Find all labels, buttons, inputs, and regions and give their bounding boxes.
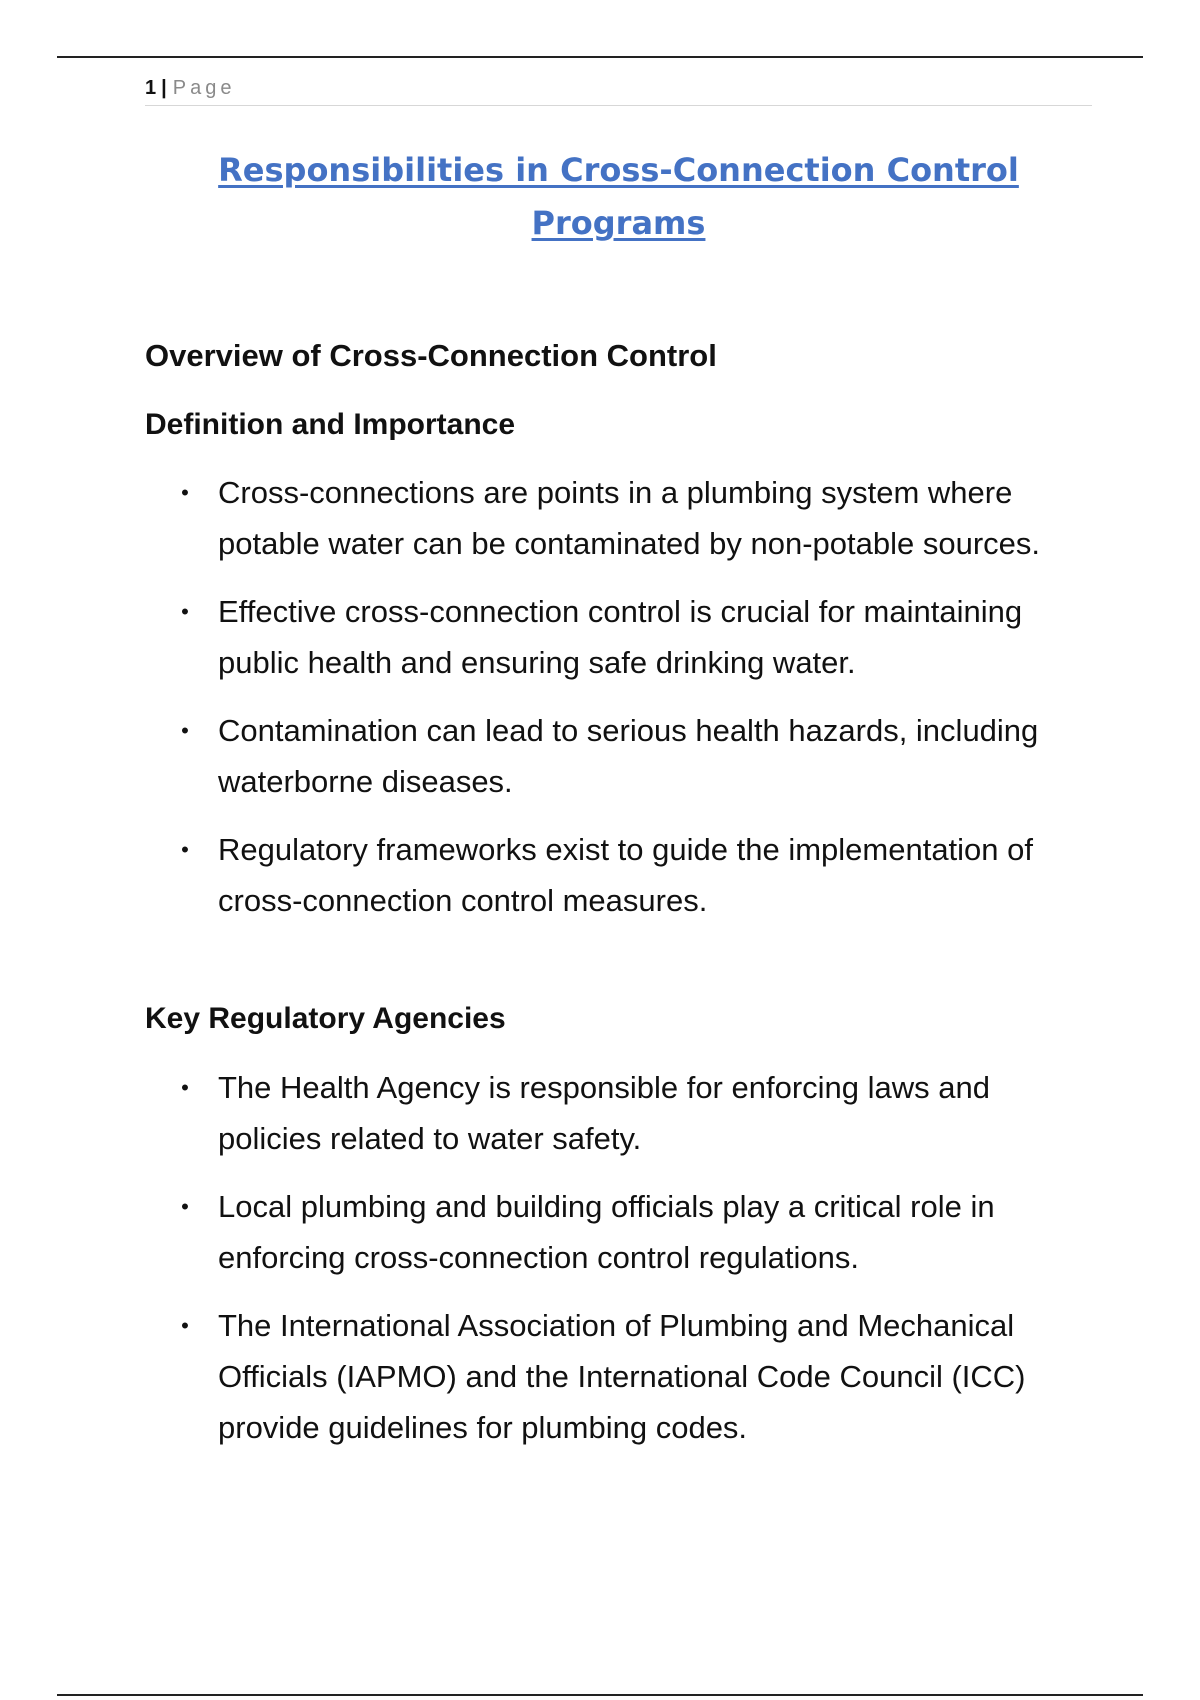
bullet-icon: •: [181, 480, 189, 505]
list-item-text: Effective cross-connection control is crucial for maintaining public health and ensuring safe drinking water.: [218, 594, 1023, 680]
list-item: [178, 1062, 1098, 1164]
bullet-icon: •: [181, 718, 189, 743]
list-item: [178, 1300, 1098, 1453]
list-item-text: The Health Agency is responsible for enforcing laws and policies related to water safety.: [218, 1070, 990, 1156]
subsection-heading-agencies: Key Regulatory Agencies: [145, 1002, 506, 1035]
list-item-text: The International Association of Plumbing and Mechanical Officials (IAPMO) and the International Code Council (ICC) provide guidelines for plumbing codes.: [218, 1308, 1026, 1445]
section-heading: Overview of Cross-Connection Control: [145, 338, 717, 373]
list-item: [178, 467, 1098, 569]
list-item: [178, 705, 1098, 807]
list-item: [178, 824, 1098, 926]
page-separator: |: [161, 77, 167, 99]
page-label: Page: [172, 77, 236, 99]
agencies-bullet-list: [178, 1062, 1098, 1470]
page-header: [145, 74, 1092, 106]
list-item-text: Cross-connections are points in a plumbing system where potable water can be contaminated by non-potable sources.: [218, 475, 1041, 561]
bullet-icon: •: [181, 1075, 189, 1100]
list-item: [178, 1181, 1098, 1283]
top-rule: [57, 56, 1143, 58]
list-item-text: Contamination can lead to serious health hazards, including waterborne diseases.: [218, 713, 1039, 799]
document-title: Responsibilities in Cross-Connection Control Programs: [218, 151, 1019, 242]
bullet-icon: •: [181, 1313, 189, 1338]
bottom-rule: [57, 1694, 1143, 1696]
subsection-heading-definition: Definition and Importance: [145, 408, 516, 441]
page-number: 1: [145, 77, 157, 99]
list-item: [178, 586, 1098, 688]
bullet-icon: •: [181, 1194, 189, 1219]
list-item-text: Local plumbing and building officials play a critical role in enforcing cross-connection control regulations.: [218, 1189, 995, 1275]
bullet-icon: •: [181, 599, 189, 624]
bullet-icon: •: [181, 837, 189, 862]
list-item-text: Regulatory frameworks exist to guide the implementation of cross-connection control measures.: [218, 832, 1034, 918]
definition-bullet-list: [178, 467, 1098, 943]
